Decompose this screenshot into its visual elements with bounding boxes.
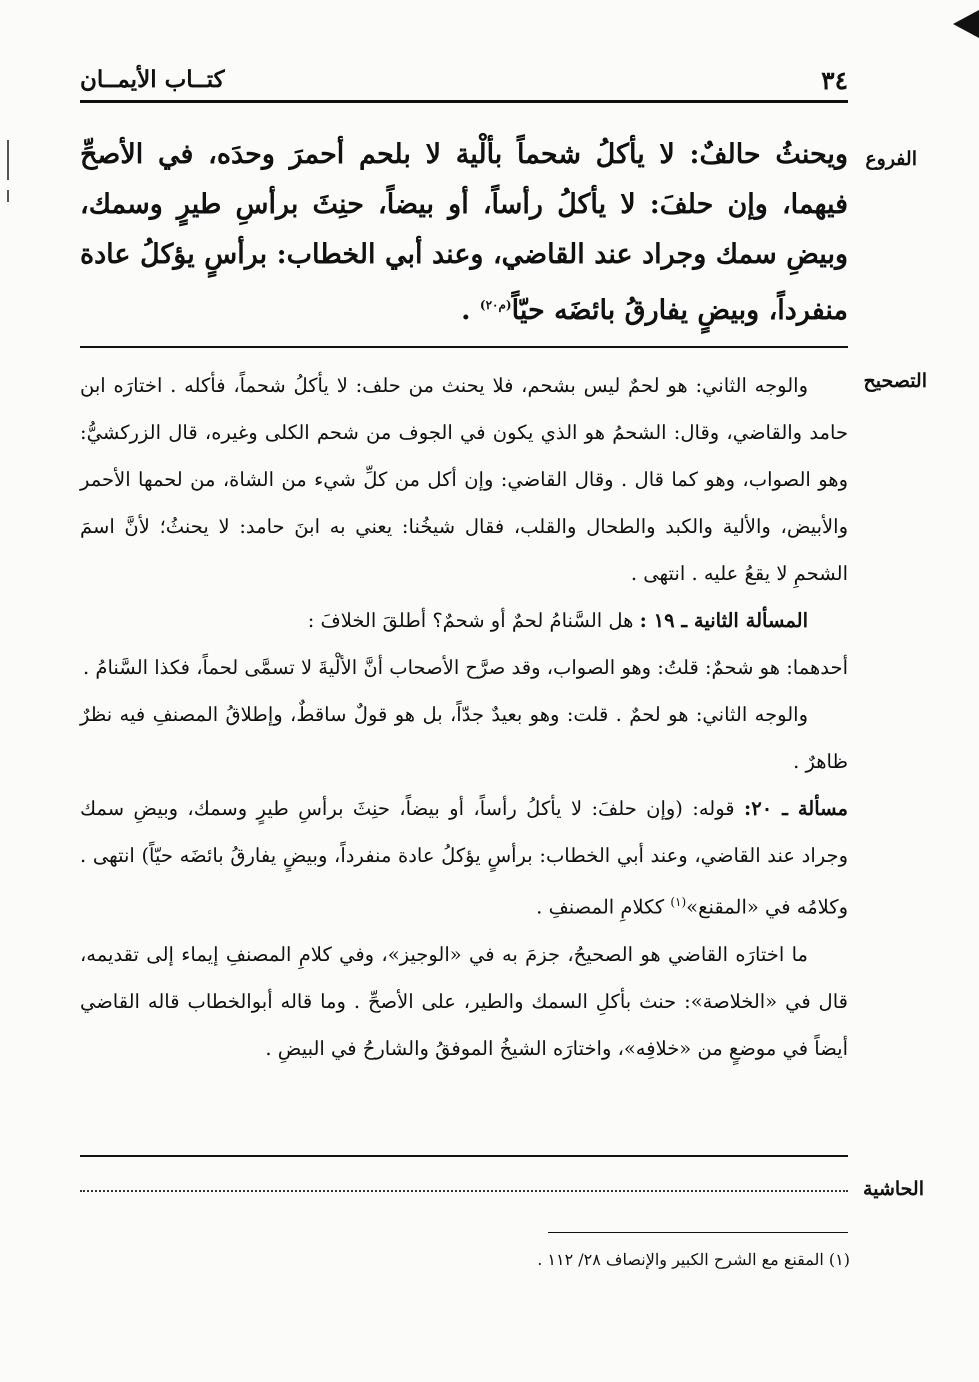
running-title: كتــاب الأيمــان <box>80 66 225 93</box>
furu-section <box>80 130 848 336</box>
footnote: (١) المقنع مع الشرح الكبير والإنصاف ٢٨/ ١١٢ . <box>537 1250 850 1269</box>
furu-marker: (م٢٠) <box>479 298 512 312</box>
label-hashiya: الحاشية <box>863 1178 924 1200</box>
tashih-section <box>80 362 848 1072</box>
section-rule <box>80 1155 848 1157</box>
scan-artifact <box>7 140 9 180</box>
issue-heading: المسألة الثانية ـ ١٩ : <box>639 609 808 632</box>
footnote-rule <box>548 1232 848 1233</box>
scan-artifact <box>7 190 9 202</box>
tashih-paragraph: أحدهما: هو شحمٌ: قلتُ: وهو الصواب، وقد صرَّح الأصحاب أنَّ الألْيةَ لا تسمَّى لحماً، فكذا السَّنامُ . <box>83 656 848 679</box>
tashih-paragraph: ما اختارَه القاضي هو الصحيحُ، جزمَ به في «الوجيز»، وفي كلامِ المصنفِ إيماء إلى تقديمه، قال في «الخلاصة»: حنث بأكلِ السمك والطير، على الأصحِّ . وما قاله أبوالخطاب قاله القاضي أيضاً في موضعٍ من «خلافِه»، واختارَه الشيخُ الموفقُ والشارحُ في البيضِ . <box>80 942 848 1060</box>
label-furu: الفروع <box>865 148 917 170</box>
section-rule <box>80 346 848 348</box>
label-tashih: التصحيح <box>863 370 927 392</box>
footnote-ref: (١) <box>670 895 687 909</box>
page-corner-mark <box>953 10 979 38</box>
furu-text: ويحنثُ حالفٌ: لا يأكلُ شحماً بألْية لا بلحم أحمرَ وحدَه، في الأصحِّ فيهما، وإن حلفَ: لا يأكلُ رأساً، أو بيضاً، حنِثَ برأسِ طيرٍ وسمك، وبيضِ سمك وجراد عند القاضي، وعند أبي الخطاب: برأسٍ يؤكلُ عادة منفرداً، وبيضٍ يفارقُ بائضَه حيّاً$^{(م٢٠)}$ . <box>80 139 848 326</box>
tashih-paragraph: مسألة ـ ٢٠: قوله: (وإن حلفَ: لا يأكلُ رأساً، أو بيضاً، حنِثَ برأسِ طيرٍ وسمك، وبيضِ سمك وجراد عند القاضي، وعند أبي الخطاب: برأسٍ يؤكلُ عادة منفرداً، وبيضٍ يفارقُ بائضَه حيّاً) انتهى . وكلامُه في «المقنع»$^{(١)}$ ككلامِ المصنفِ . <box>80 797 848 919</box>
page-number: ٣٤ <box>821 66 848 95</box>
page-header <box>80 66 848 98</box>
header-rule <box>80 100 848 103</box>
tashih-paragraph: المسألة الثانية ـ ١٩ : هل السَّنامُ لحمٌ أو شحمٌ؟ أطلقَ الخلافَ : <box>307 609 808 632</box>
tashih-paragraph: والوجه الثاني: هو لحمٌ ليس بشحم، فلا يحنث من حلف: لا يأكلُ شحماً، فأكله . اختارَه ابن حامد والقاضي، وقال: الشحمُ هو الذي يكون في الجوف من شحم الكلى وغيره، قال الزركشيُّ: وهو الصواب، وهو كما قال . وقال القاضي: وإن أكل من كلِّ شيء من الشاة، من لحمها الأحمر والأبيض، والألية والكبد والطحال والقلب، فقال شيخُنا: يعني به ابنَ حامد: لا يحنثُ؛ لأنَّ اسمَ الشحمِ لا يقعُ عليه . انتهى . <box>80 374 848 585</box>
tashih-paragraph: والوجه الثاني: هو لحمٌ . قلت: وهو بعيدٌ جدّاً، بل هو قولٌ ساقطٌ، وإطلاقُ المصنفِ فيه نظرٌ ظاهرٌ . <box>80 703 848 773</box>
issue-heading: مسألة ـ ٢٠: <box>744 797 848 820</box>
hashiya-dotted-line <box>80 1188 848 1192</box>
